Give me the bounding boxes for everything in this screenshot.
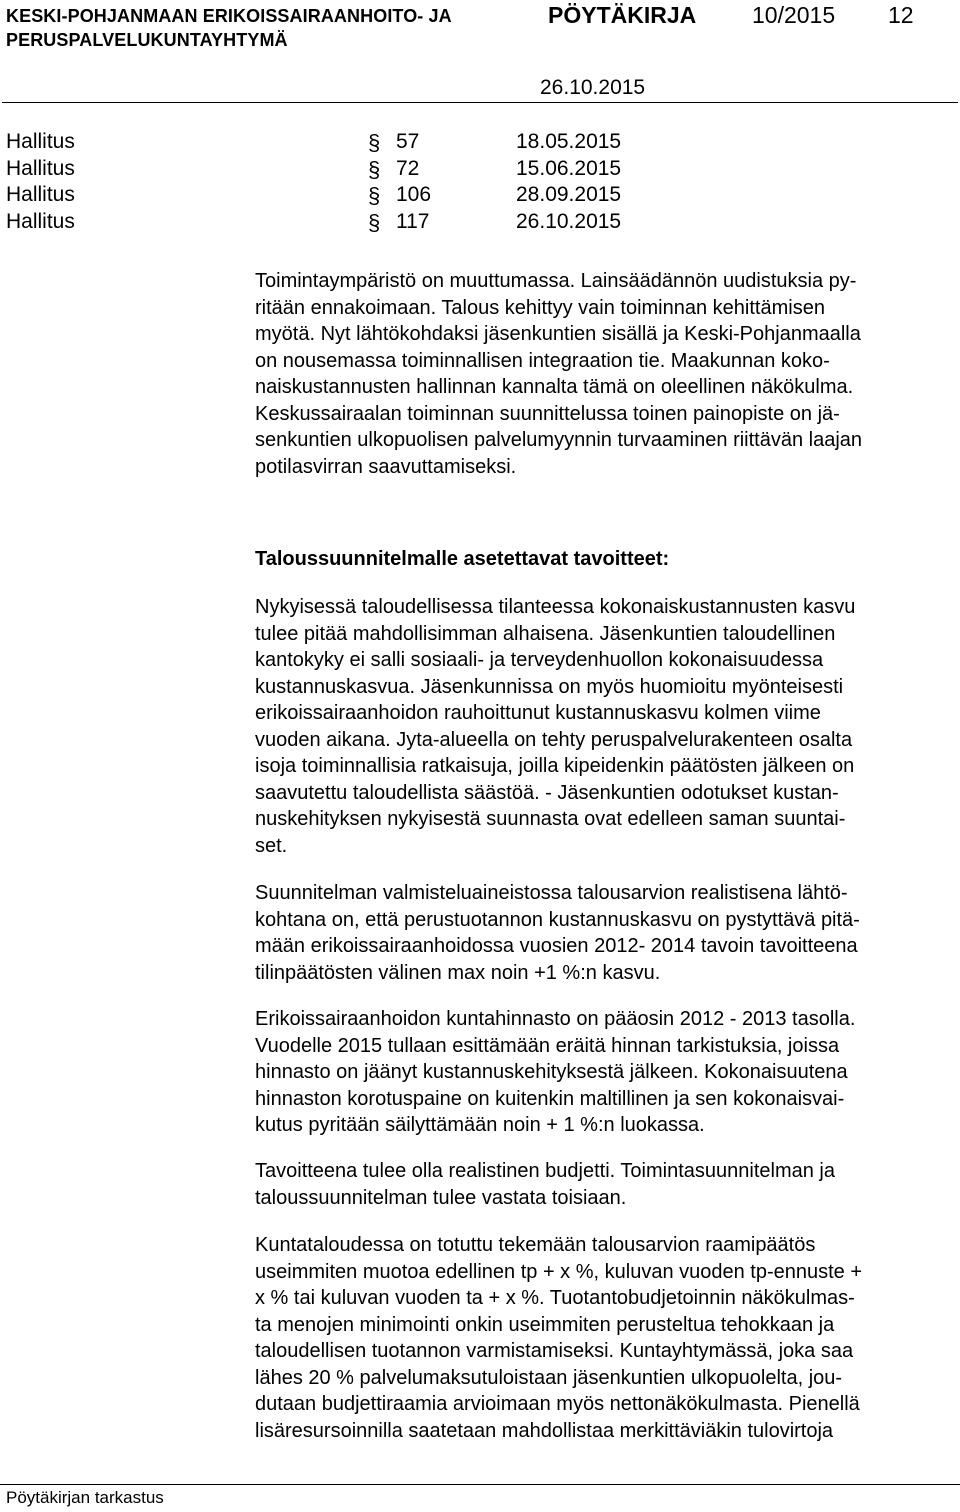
section-sign: § (368, 209, 381, 235)
intro-paragraph (255, 268, 955, 480)
paragraph-price-list (255, 1006, 955, 1139)
section-heading: Taloussuunnitelmalle asetettavat tavoitteet: (255, 548, 670, 570)
text-line: tilinpäätösten välinen max noin +1 %:n kasvu. (255, 961, 661, 984)
history-section-number: 117 (396, 209, 430, 233)
text-line: saavutettu taloudellista säästöä. - Jäsenkuntien odotukset kustan- (255, 781, 839, 804)
history-body: Hallitus (6, 130, 75, 153)
history-row (6, 130, 706, 157)
section-sign: § (368, 183, 381, 208)
organization-name (6, 4, 452, 52)
text-line: ta menojen minimointi onkin useimmiten perusteltua tehokkaan ja (255, 1313, 835, 1336)
text-line: vuoden aikana. Jyta-alueella on tehty peruspalvelurakenteen osalta (255, 728, 853, 751)
text-line: set. (255, 834, 288, 857)
text-line: kantokyky ei salli sosiaali- ja terveydenhuollon kokonaisuudessa (255, 649, 824, 671)
text-line: on nousemassa toiminnallisen integraation tie. Maakunnan koko- (255, 349, 830, 372)
text-line: Kuntataloudessa on totuttu tekemään talousarvion raamipäätös (255, 1234, 816, 1256)
text-line: taloussuunnitelman tulee vastata toisiaan. (255, 1186, 627, 1209)
document-number: 10/2015 (752, 2, 836, 28)
history-section-number: 57 (396, 130, 420, 153)
text-line: naiskustannusten hallinnan kannalta tämä on oleellinen näkökulma. (255, 376, 854, 398)
organization-name-line2: PERUSPALVELUKUNTAYHTYMÄ (6, 30, 288, 50)
text-line: lisäresursoinnilla saatetaan mahdollistaa merkittäviäkin tulovirtoja (255, 1419, 834, 1442)
history-section-number: 106 (396, 183, 432, 206)
text-line: hinnaston korotuspaine on kuitenkin maltillinen ja sen kokonaisvai- (255, 1087, 845, 1110)
text-line: Suunnitelman valmisteluaineistossa talousarvion realistisena lähtö- (255, 882, 848, 904)
text-line: potilasvirran saavuttamiseksi. (255, 455, 517, 478)
history-row (6, 157, 706, 184)
text-line: lähes 20 % palvelumaksutuloistaan jäsenkuntien ulkopuolelta, jou- (255, 1366, 843, 1389)
processing-history (6, 130, 706, 236)
history-section-number: 72 (396, 156, 420, 180)
text-line: Tavoitteena tulee olla realistinen budjetti. Toimintasuunnitelman ja (255, 1160, 835, 1182)
text-line: nuskehityksen nykyisestä suunnasta ovat edelleen saman suuntai- (255, 808, 846, 830)
paragraph-budget-frame (255, 1232, 955, 1444)
history-row (6, 183, 706, 210)
history-body: Hallitus (6, 183, 75, 206)
header-divider (2, 102, 958, 103)
text-line: Vuodelle 2015 tullaan esittämään eräitä hinnan tarkistuksia, joissa (255, 1034, 840, 1057)
text-line: mään erikoissairaanhoidossa vuosien 2012- 2014 tavoin tavoitteena (255, 935, 858, 957)
history-body: Hallitus (6, 156, 75, 180)
history-body: Hallitus (6, 209, 75, 233)
footer-label: Pöytäkirjan tarkastus (6, 1488, 164, 1507)
text-line: kutus pyritään säilyttämään noin + 1 %:n luokassa. (255, 1114, 705, 1136)
text-line: Toimintaympäristö on muuttumassa. Lainsäädännön uudistuksia py- (255, 270, 857, 292)
text-line: senkuntien ulkopuolisen palvelumyynnin turvaaminen riittävän laajan (255, 429, 863, 451)
text-line: myötä. Nyt lähtökohdaksi jäsenkuntien sisällä ja Keski-Pohjanmaalla (255, 323, 861, 345)
text-line: tulee pitää mahdollisimman alhaisena. Jäsenkuntien taloudellinen (255, 622, 836, 645)
text-line: Keskussairaalan toiminnan suunnittelussa toinen painopiste on jä- (255, 402, 840, 425)
paragraph-realistic-budget (255, 1158, 955, 1211)
text-line: isoja toiminnallisia ratkaisuja, joilla kipeidenkin päätösten jälkeen on (255, 755, 855, 777)
document-title: PÖYTÄKIRJA (548, 2, 697, 28)
text-line: kustannuskasvua. Jäsenkunnissa on myös huomioitu myönteisesti (255, 675, 844, 698)
text-line: hinnasto on jäänyt kustannuskehityksestä jälkeen. Kokonaisuutena (255, 1061, 848, 1083)
text-line: ritään ennakoimaan. Talous kehittyy vain toiminnan kehittämisen (255, 296, 825, 319)
text-line: kohtana on, että perustuotannon kustannuskasvu on pystyttävä pitä- (255, 908, 860, 931)
text-line: Nykyisessä taloudellisessa tilanteessa kokonaiskustannusten kasvu (255, 596, 856, 618)
text-line: x % tai kuluvan vuoden ta + x %. Tuotantobudjetoinnin näkökulmas- (255, 1287, 855, 1309)
history-date: 15.06.2015 (516, 156, 622, 180)
text-line: Erikoissairaanhoidon kuntahinnasto on pääosin 2012 - 2013 tasolla. (255, 1008, 856, 1030)
paragraph-cost-growth (255, 594, 955, 859)
section-sign: § (368, 156, 381, 182)
history-date: 28.09.2015 (516, 183, 622, 206)
organization-name-line1: KESKI-POHJANMAAN ERIKOISSAIRAANHOITO- JA (6, 6, 452, 26)
text-line: useimmiten muotoa edellinen tp + x %, kuluvan vuoden tp-ennuste + (255, 1260, 863, 1283)
history-date: 26.10.2015 (516, 209, 622, 233)
text-line: erikoissairaanhoidon rauhoittunut kustannuskasvu kolmen viime (255, 702, 821, 724)
page-number: 12 (888, 2, 914, 28)
history-row (6, 210, 706, 237)
history-date: 18.05.2015 (516, 130, 622, 153)
footer-divider (0, 1484, 960, 1485)
text-line: dutaan budjettiraamia arvioimaan myös nettonäkökulmasta. Pienellä (255, 1393, 860, 1415)
paragraph-planning-basis (255, 880, 955, 986)
text-line: taloudellisen tuotannon varmistamiseksi. Kuntayhtymässä, joka saa (255, 1340, 854, 1362)
section-sign: § (368, 130, 381, 155)
meeting-date: 26.10.2015 (540, 76, 646, 99)
